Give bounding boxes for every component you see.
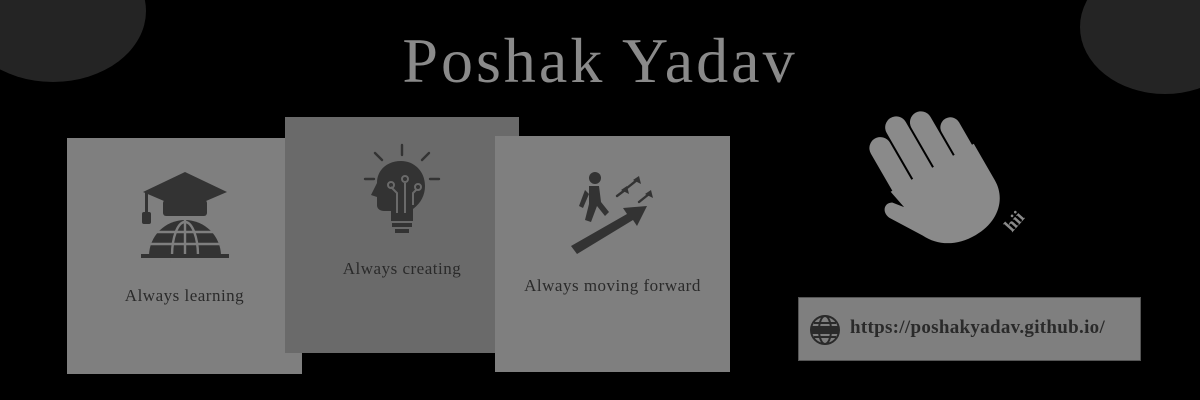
www-globe-icon	[809, 314, 841, 346]
card-label: Always moving forward	[524, 276, 701, 295]
card-label: Always learning	[124, 286, 245, 305]
card-always-creating	[285, 117, 519, 353]
greeting-text: hii	[1000, 207, 1029, 236]
website-url[interactable]: https://poshakyadav.github.io/	[850, 317, 1106, 338]
graduation-globe-icon	[139, 170, 231, 262]
card-always-learning	[67, 138, 302, 374]
lightbulb-head-icon	[361, 143, 443, 237]
card-label: Always creating	[342, 259, 462, 278]
card-always-moving-forward	[495, 136, 730, 372]
website-link[interactable]	[798, 297, 1141, 361]
climbing-arrow-icon	[567, 168, 661, 254]
waving-hand-icon	[858, 100, 1002, 252]
page-title: Poshak Yadav	[402, 25, 798, 96]
